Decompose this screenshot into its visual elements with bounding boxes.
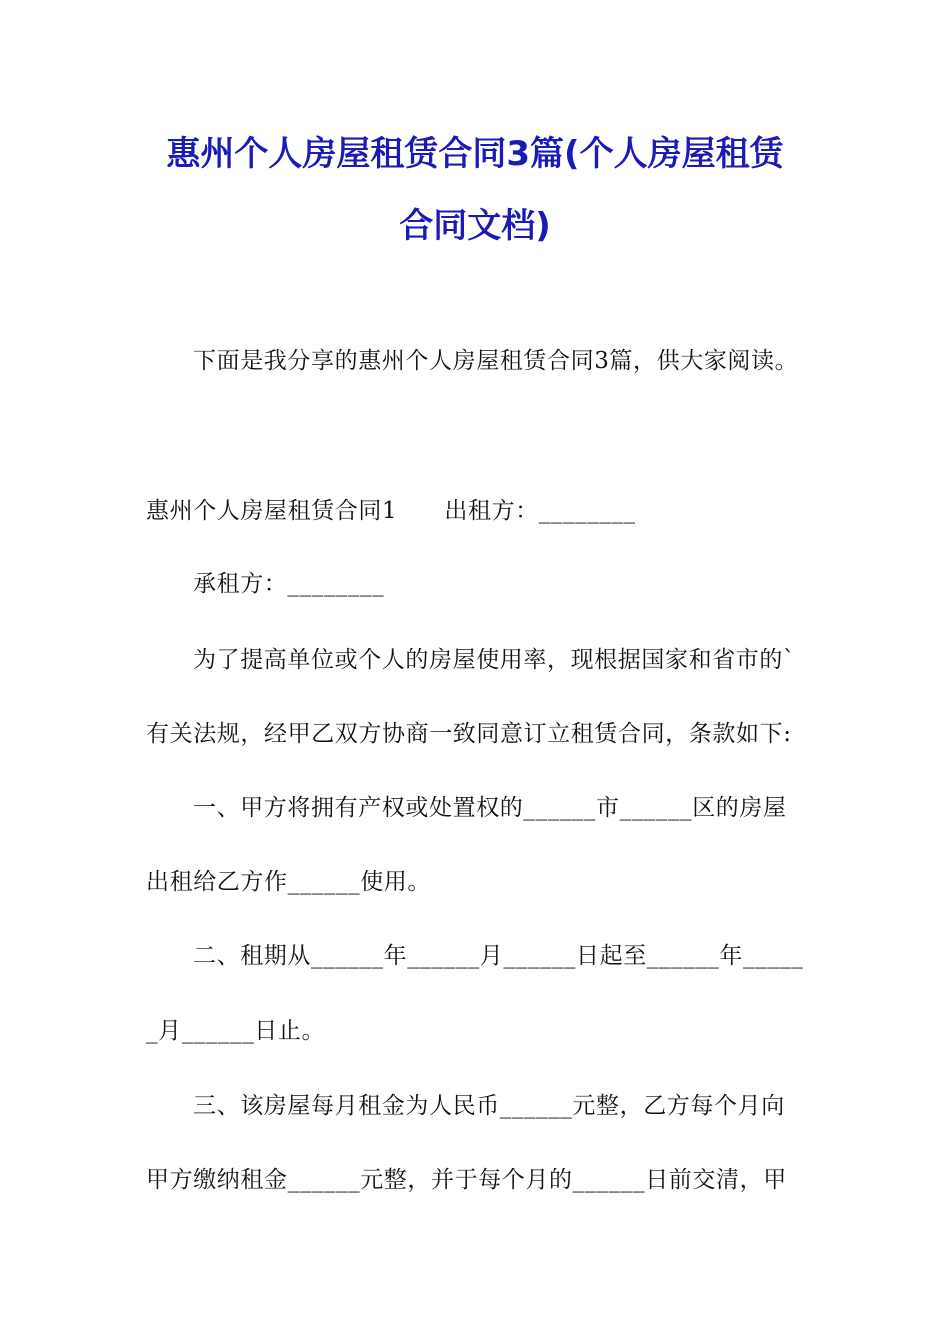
clause-3-line-2: 甲方缴纳租金______元整，并于每个月的______日前交清，甲	[146, 1167, 787, 1193]
clause-1-line-1: 一、甲方将拥有产权或处置权的______市______区的房屋	[193, 795, 787, 821]
document-title-line-1: 惠州个人房屋租赁合同3篇(个人房屋租赁	[166, 134, 784, 174]
intro-paragraph: 下面是我分享的惠州个人房屋租赁合同3篇，供大家阅读。	[193, 348, 799, 374]
clause-2-line-1: 二、租期从______年______月______日起至______年_____	[193, 943, 804, 969]
clause-3-line-1: 三、该房屋每月租金为人民币______元整，乙方每个月向	[193, 1093, 785, 1119]
clause-2-line-2: _月______日止。	[146, 1018, 326, 1044]
preamble-line-2: 有关法规，经甲乙双方协商一致同意订立租赁合同，条款如下:	[146, 721, 792, 747]
tenant-line: 承租方：________	[193, 571, 385, 597]
document-title-line-2: 合同文档)	[399, 206, 551, 246]
clause-1-line-2: 出租给乙方作______使用。	[146, 869, 431, 895]
preamble-line-1: 为了提高单位或个人的房屋使用率，现根据国家和省市的`	[193, 647, 796, 673]
contract-heading-line: 惠州个人房屋租赁合同1 出租方：________	[146, 498, 636, 524]
